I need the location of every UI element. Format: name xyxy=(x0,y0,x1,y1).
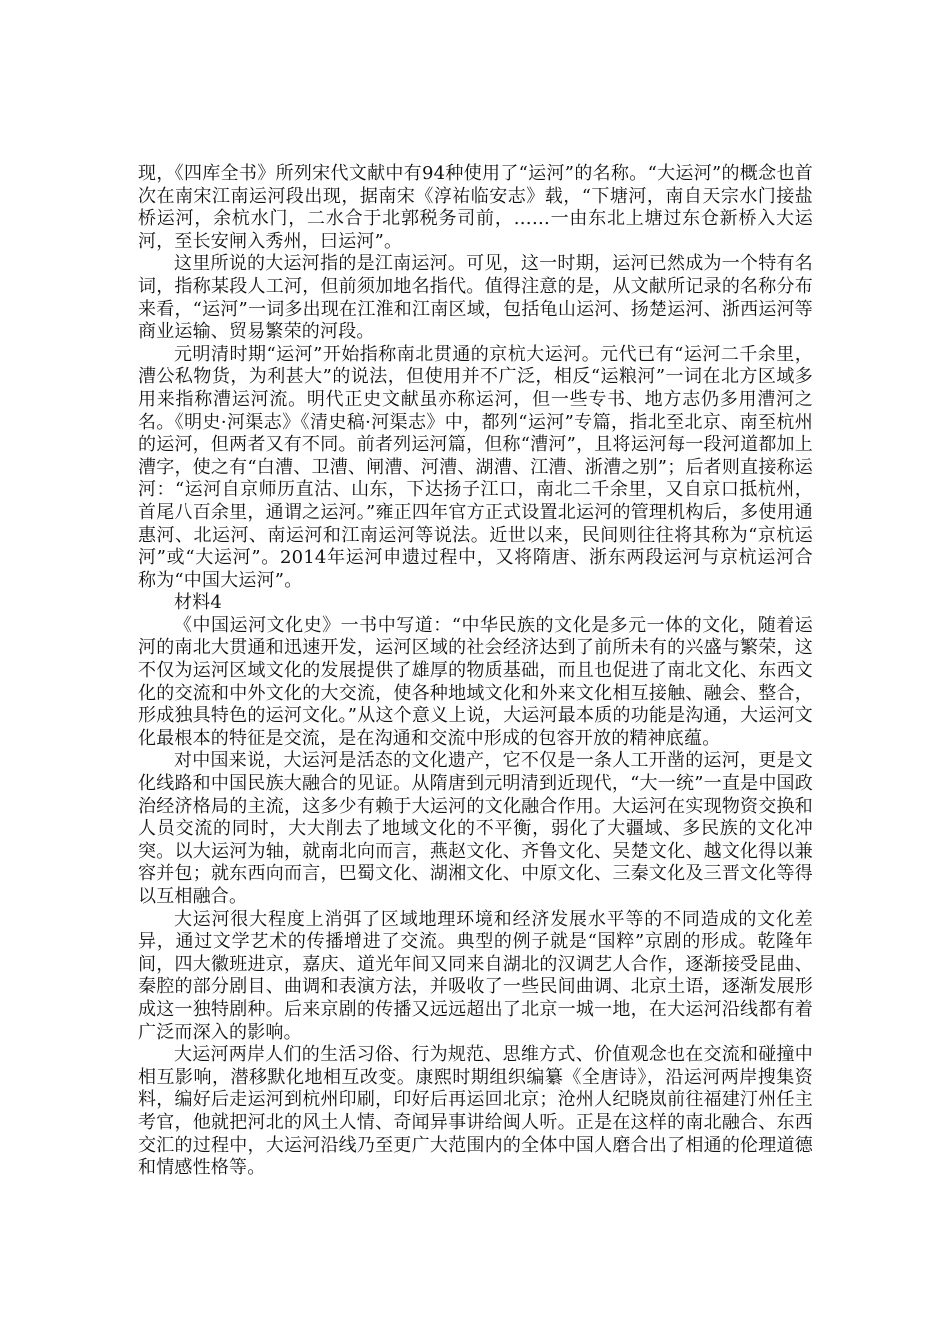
material-4-label: 材料4 xyxy=(174,592,223,614)
paragraph-canal-culture-history: 《中国运河文化史》一书中写道：“中华民族的文化是多元一体的文化，随着运河的南北大贯通和迅速开发，运河区域的社会经济达到了前所未有的兴盛与繁荣，这不仅为运河区域文化的发展提供了雄厚的物质基础，而且也促进了南北文化、东西文化的交流和中外文化的大交流，使各种地域文化和外来文化相互接触、融会、整合，形成独具特色的运河文化。”从这个意义上说，大运河最本质的功能是沟通，大运河文化最根本的特征是交流，是在沟通和交流中形成的包容开放的精神底蕴。 xyxy=(138,614,813,749)
paragraph-customs-exchange: 大运河两岸人们的生活习俗、行为规范、思维方式、价值观念也在交流和碰撞中相互影响，潜移默化地相互改变。康熙时期组织编纂《全唐诗》，沿运河两岸搜集资料，编好后走运河到杭州印刷，印好后再运回北京；沧州人纪晓岚前往福建汀州任主考官，他就把河北的风土人情、奇闻异事讲给闽人听。正是在这样的南北融合、东西交汇的过程中，大运河沿线乃至更广大范围内的全体中国人磨合出了相通的伦理道德和情感性格等。 xyxy=(138,1044,813,1179)
paragraph-peking-opera: 大运河很大程度上消弭了区域地理环境和经济发展水平等的不同造成的文化差异，通过文学艺术的传播增进了交流。典型的例子就是“国粹”京剧的形成。乾隆年间，四大徽班进京，嘉庆、道光年间又同来自湖北的汉调艺人合作，逐渐接受昆曲、秦腔的部分剧目、曲调和表演方法，并吸收了一些民间曲调、北京土语，逐渐发展形成这一独特剧种。后来京剧的传播又远远超出了北京一城一地，在大运河沿线都有着广泛而深入的影响。 xyxy=(138,908,813,1043)
document-page xyxy=(138,163,813,1180)
paragraph-continuation: 现，《四库全书》所列宋代文献中有94种使用了“运河”的名称。“大运河”的概念也首次在南宋江南运河段出现，据南宋《淳祐临安志》载，“下塘河，南自天宗水门接盐桥运河，余杭水门，二水合于北郭税务司前，……一由东北上塘过东仓新桥入大运河，至长安闸入秀州，曰运河”。 xyxy=(138,163,813,252)
paragraph-jiangnan-canal: 这里所说的大运河指的是江南运河。可见，这一时期，运河已然成为一个特有名词，指称某段人工河，但前须加地名指代。值得注意的是，从文献所记录的名称分布来看，“运河”一词多出现在江淮和江南区域，包括龟山运河、扬楚运河、浙西运河等商业运输、贸易繁荣的河段。 xyxy=(138,253,813,343)
paragraph-living-heritage: 对中国来说，大运河是活态的文化遗产，它不仅是一条人工开凿的运河，更是文化线路和中国民族大融合的见证。从隋唐到元明清到近现代，“大一统”一直是中国政治经济格局的主流，这多少有赖于大运河的文化融合作用。大运河在实现物资交换和人员交流的同时，大大削去了地域文化的不平衡，弱化了大疆域、多民族的文化冲突。以大运河为轴，就南北向而言，燕赵文化、齐鲁文化、吴楚文化、越文化得以兼容并包；就东西向而言，巴蜀文化、湖湘文化、中原文化、三秦文化及三晋文化等得以互相融合。 xyxy=(138,750,813,907)
paragraph-yuan-ming-qing: 元明清时期“运河”开始指称南北贯通的京杭大运河。元代已有“运河二千余里，漕公私物货，为利甚大”的说法，但使用并不广泛，相反“运粮河”一词在北方区域多用来指称漕运河流。明代正史文献虽亦称运河，但一些专书、地方志仍多用漕河之名。《明史·河渠志》《清史稿·河渠志》中，都列“运河”专篇，指北至北京、南至杭州的运河，但两者又有不同。前者列运河篇，但称“漕河”，且将运河每一段河道都加上漕字，使之有“白漕、卫漕、闸漕、河漕、湖漕、江漕、浙漕之别”；后者则直接称运河：“运河自京师历直沽、山东，下达扬子江口，南北二千余里，又自京口抵杭州，首尾八百余里，通谓之运河。”雍正四年官方正式设置北运河的管理机构后，多使用通惠河、北运河、南运河和江南运河等说法。近世以来，民间则往往将其称为“京杭运河”或“大运河”。2014年运河申遗过程中，又将隋唐、浙东两段运河与京杭运河合称为“中国大运河”。 xyxy=(138,343,813,591)
